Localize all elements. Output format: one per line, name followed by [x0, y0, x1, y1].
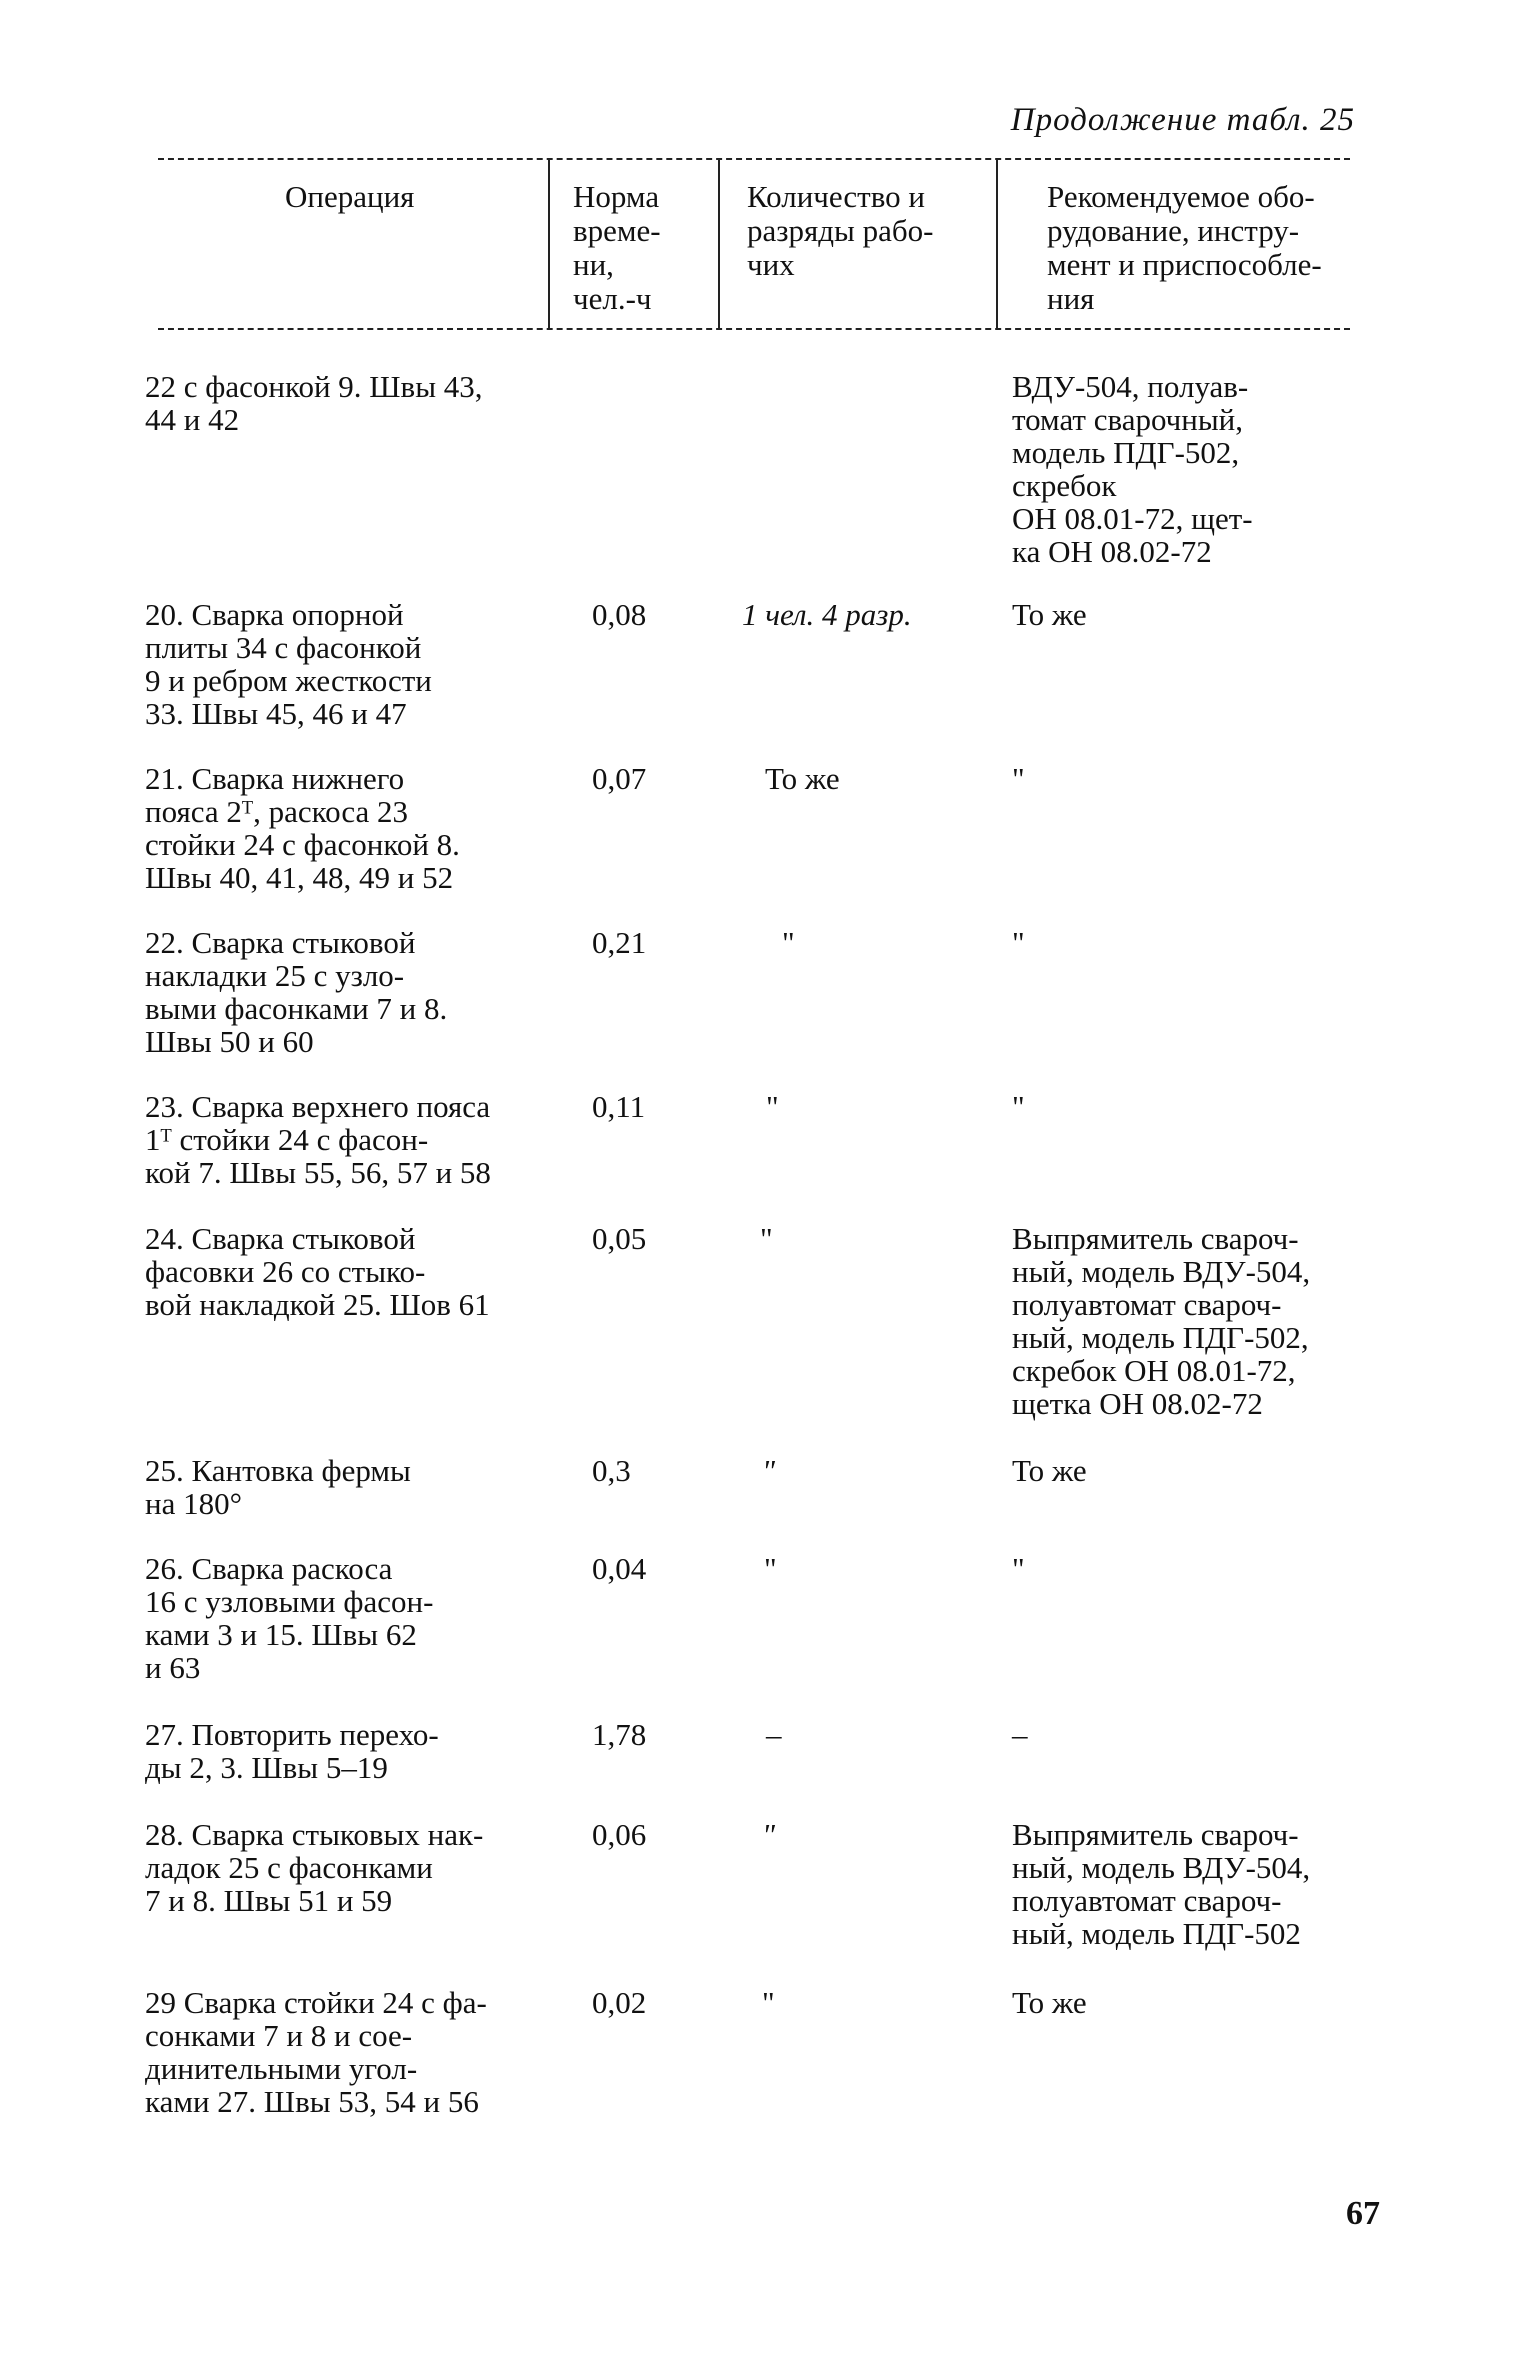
operation-line: динительными угол- — [145, 2051, 418, 2086]
workers-cell: " — [760, 1221, 773, 1256]
operation-line: 25. Кантовка фермы — [145, 1453, 411, 1488]
equipment-line: ный, модель ВДУ-504, — [1012, 1850, 1311, 1885]
operation-line: фасовки 26 со стыко- — [145, 1254, 426, 1289]
operation-line: ды 2, 3. Швы 5–19 — [145, 1750, 388, 1785]
operation-cell — [145, 1818, 565, 1917]
operation-cell — [145, 1986, 565, 2118]
header-equipment-line: ния — [1047, 281, 1095, 316]
equipment-cell — [1012, 1454, 1412, 1487]
header-norm-line: чел.-ч — [573, 281, 652, 316]
equipment-line: скребок — [1012, 468, 1117, 503]
workers-cell: " — [762, 1453, 776, 1488]
operation-line: кой 7. Швы 55, 56, 57 и 58 — [145, 1155, 491, 1190]
norm-cell: 1,78 — [592, 1717, 647, 1752]
operation-cell — [145, 926, 565, 1058]
equipment-line: ный, модель ПДГ-502 — [1012, 1916, 1301, 1951]
equipment-line: полуавтомат свароч- — [1012, 1883, 1282, 1918]
operation-line: 16 с узловыми фасон- — [145, 1584, 434, 1619]
equipment-cell — [1012, 370, 1412, 568]
operation-line: 21. Сварка нижнего — [145, 761, 405, 796]
header-norm-line: Норма — [573, 179, 660, 214]
equipment-line: То же — [1012, 597, 1087, 632]
header-divider-1 — [548, 160, 550, 328]
operation-line: 20. Сварка опорной — [145, 597, 404, 632]
table-caption: Продолжение табл. 25 — [1010, 102, 1355, 138]
equipment-line: То же — [1012, 1453, 1087, 1488]
equipment-line: модель ПДГ-502, — [1012, 435, 1240, 470]
equipment-line: " — [1012, 1551, 1025, 1586]
equipment-line: томат сварочный, — [1012, 402, 1244, 437]
operation-line: 22 с фасонкой 9. Швы 43, — [145, 369, 483, 404]
operation-line: Швы 40, 41, 48, 49 и 52 — [145, 860, 454, 895]
operation-cell — [145, 1222, 565, 1321]
workers-cell: " — [782, 925, 795, 960]
operation-line: и 63 — [145, 1650, 201, 1685]
equipment-line: " — [1012, 925, 1025, 960]
header-workers-line: Количество и — [747, 179, 925, 214]
operation-cell — [145, 1552, 565, 1684]
operation-line: 28. Сварка стыковых нак- — [145, 1817, 484, 1852]
operation-line: 23. Сварка верхнего пояса — [145, 1089, 491, 1124]
header-workers — [747, 180, 933, 282]
operation-line: сонками 7 и 8 и сое- — [145, 2018, 413, 2053]
operation-line: 33. Швы 45, 46 и 47 — [145, 696, 407, 731]
equipment-cell — [1012, 1818, 1412, 1950]
operation-line: ками 3 и 15. Швы 62 — [145, 1617, 417, 1652]
header-top-rule — [158, 158, 1350, 160]
equipment-line: полуавтомат свароч- — [1012, 1287, 1282, 1322]
operation-line: выми фасонками 7 и 8. — [145, 991, 448, 1026]
operation-cell — [145, 1718, 565, 1784]
equipment-cell — [1012, 1552, 1412, 1585]
workers-cell: " — [762, 1985, 775, 2020]
operation-line: вой накладкой 25. Шов 61 — [145, 1287, 490, 1322]
header-equipment — [1047, 180, 1322, 316]
norm-cell: 0,05 — [592, 1221, 647, 1256]
header-divider-3 — [996, 160, 998, 328]
operation-line: 22. Сварка стыковой — [145, 925, 416, 960]
workers-cell: То же — [765, 761, 840, 796]
operation-cell — [145, 762, 565, 894]
operation-line: 1ᵀ стойки 24 с фасон- — [145, 1122, 429, 1157]
operation-line: ладок 25 с фасонками — [145, 1850, 433, 1885]
norm-cell: 0,11 — [592, 1089, 646, 1124]
operation-line: 9 и ребром жесткости — [145, 663, 432, 698]
equipment-line: – — [1012, 1717, 1028, 1752]
header-norm-line: ни, — [573, 247, 614, 282]
operation-cell — [145, 598, 565, 730]
operation-line: 24. Сварка стыковой — [145, 1221, 416, 1256]
operation-cell — [145, 1454, 565, 1520]
norm-cell: 0,04 — [592, 1551, 647, 1586]
equipment-line: ВДУ-504, полуав- — [1012, 369, 1249, 404]
operation-cell — [145, 370, 565, 436]
operation-line: 7 и 8. Швы 51 и 59 — [145, 1883, 393, 1918]
operation-line: 26. Сварка раскоса — [145, 1551, 393, 1586]
equipment-cell — [1012, 926, 1412, 959]
equipment-line: щетка ОН 08.02-72 — [1012, 1386, 1263, 1421]
page-number: 67 — [1346, 2195, 1380, 2232]
equipment-line: ный, модель ПДГ-502, — [1012, 1320, 1309, 1355]
equipment-cell — [1012, 1222, 1412, 1420]
norm-cell: 0,21 — [592, 925, 647, 960]
equipment-line: Выпрямитель свароч- — [1012, 1817, 1299, 1852]
header-norm — [573, 180, 661, 316]
workers-cell: – — [766, 1717, 782, 1752]
operation-line: стойки 24 с фасонкой 8. — [145, 827, 460, 862]
workers-cell: " — [762, 1817, 776, 1852]
operation-line: 44 и 42 — [145, 402, 240, 437]
workers-cell: 1 чел. 4 разр. — [742, 597, 912, 632]
equipment-cell — [1012, 1090, 1412, 1123]
operation-line: плиты 34 с фасонкой — [145, 630, 422, 665]
header-bottom-rule — [158, 328, 1350, 330]
operation-line: 29 Сварка стойки 24 с фа- — [145, 1985, 487, 2020]
equipment-cell — [1012, 762, 1412, 795]
equipment-line: То же — [1012, 1985, 1087, 2020]
operation-line: накладки 25 с узло- — [145, 958, 405, 993]
workers-cell: " — [766, 1089, 779, 1124]
operation-line: пояса 2ᵀ, раскоса 23 — [145, 794, 409, 829]
norm-cell: 0,06 — [592, 1817, 647, 1852]
operation-line: 27. Повторить перехо- — [145, 1717, 439, 1752]
workers-cell: " — [764, 1551, 777, 1586]
equipment-line: ный, модель ВДУ-504, — [1012, 1254, 1311, 1289]
header-equipment-line: рудование, инстру- — [1047, 213, 1300, 248]
equipment-line: ка ОН 08.02-72 — [1012, 534, 1212, 569]
equipment-cell — [1012, 1718, 1412, 1751]
equipment-cell — [1012, 598, 1412, 631]
header-equipment-line: мент и приспособле- — [1047, 247, 1322, 282]
operation-line: на 180° — [145, 1486, 242, 1521]
norm-cell: 0,3 — [592, 1453, 631, 1488]
header-workers-line: чих — [747, 247, 795, 282]
operation-line: Швы 50 и 60 — [145, 1024, 314, 1059]
equipment-line: " — [1012, 1089, 1025, 1124]
norm-cell: 0,02 — [592, 1985, 647, 2020]
norm-cell: 0,08 — [592, 597, 647, 632]
equipment-cell — [1012, 1986, 1412, 2019]
header-norm-line: време- — [573, 213, 661, 248]
equipment-line: Выпрямитель свароч- — [1012, 1221, 1299, 1256]
header-operation: Операция — [285, 179, 415, 214]
equipment-line: " — [1012, 761, 1025, 796]
operation-line: ками 27. Швы 53, 54 и 56 — [145, 2084, 479, 2119]
equipment-line: ОН 08.01-72, щет- — [1012, 501, 1253, 536]
norm-cell: 0,07 — [592, 761, 647, 796]
header-equipment-line: Рекомендуемое обо- — [1047, 179, 1315, 214]
header-workers-line: разряды рабо- — [747, 213, 934, 248]
operation-cell — [145, 1090, 565, 1189]
equipment-line: скребок ОН 08.01-72, — [1012, 1353, 1296, 1388]
header-divider-2 — [718, 160, 720, 328]
